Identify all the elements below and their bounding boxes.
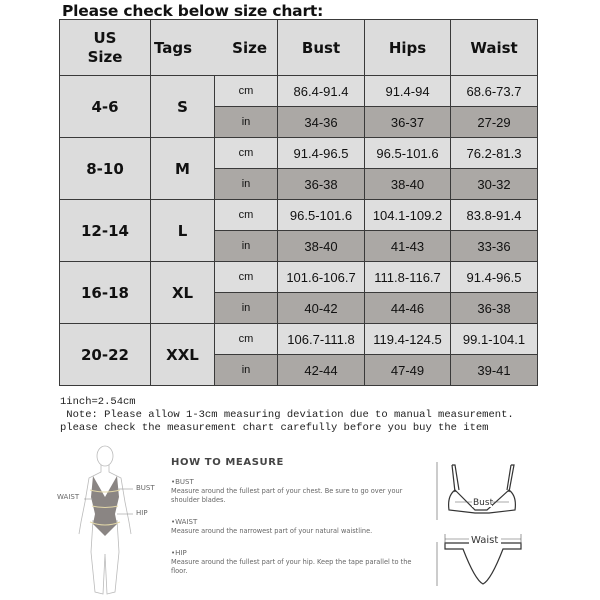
unit-cell: in (215, 169, 278, 200)
hips-cell: 119.4-124.5 (365, 324, 451, 355)
hips-cell: 91.4-94 (365, 76, 451, 107)
notes (60, 396, 514, 435)
waist-cell: 99.1-104.1 (451, 324, 538, 355)
swimsuit-shape (91, 476, 119, 536)
unit-cell: cm (215, 138, 278, 169)
bust-cell: 40-42 (278, 293, 365, 324)
measure-item-label: •BUST (171, 478, 194, 486)
us-size-cell: 8-10 (60, 138, 151, 200)
garment-label-waist: Waist (471, 535, 499, 546)
unit-cell: in (215, 355, 278, 386)
table-row-cm (60, 262, 538, 293)
check-note: please check the measurement chart carefully before you buy the item (60, 422, 489, 434)
measure-item-hip (171, 549, 421, 575)
measure-item-desc: Measure around the fullest part of your chest. Be sure to go over your shoulder blades. (171, 487, 403, 504)
unit-cell: cm (215, 76, 278, 107)
waist-cell: 39-41 (451, 355, 538, 386)
how-to-measure-title: HOW TO MEASURE (171, 457, 284, 468)
body-figure-illustration (55, 442, 165, 600)
measure-item-desc: Measure around the narrowest part of your natural waistline. (171, 527, 373, 535)
header-bust: Bust (278, 20, 365, 76)
unit-cell: cm (215, 200, 278, 231)
unit-cell: in (215, 231, 278, 262)
size-chart-table (59, 19, 538, 386)
bust-cell: 91.4-96.5 (278, 138, 365, 169)
bust-cell: 101.6-106.7 (278, 262, 365, 293)
measure-item-label: •WAIST (171, 518, 198, 526)
header-us-size: US Size (60, 20, 151, 76)
waist-cell: 68.6-73.7 (451, 76, 538, 107)
hips-cell: 41-43 (365, 231, 451, 262)
tag-cell: M (151, 138, 215, 200)
waist-cell: 27-29 (451, 107, 538, 138)
bust-cell: 106.7-111.8 (278, 324, 365, 355)
waist-cell: 30-32 (451, 169, 538, 200)
tag-cell: L (151, 200, 215, 262)
hips-cell: 44-46 (365, 293, 451, 324)
deviation-note: Note: Please allow 1-3cm measuring deviation due to manual measurement. (60, 409, 514, 421)
tag-cell: S (151, 76, 215, 138)
garment-labels (425, 450, 535, 595)
header-tags-size (151, 20, 278, 76)
header-tags: Tags (154, 38, 193, 57)
measure-item-label: •HIP (171, 549, 187, 557)
bust-cell: 42-44 (278, 355, 365, 386)
hips-cell: 36-37 (365, 107, 451, 138)
table-row-cm (60, 138, 538, 169)
bust-cell: 38-40 (278, 231, 365, 262)
hips-cell: 38-40 (365, 169, 451, 200)
header-waist: Waist (451, 20, 538, 76)
us-size-cell: 12-14 (60, 200, 151, 262)
bust-cell: 86.4-91.4 (278, 76, 365, 107)
unit-cell: in (215, 293, 278, 324)
table-row-cm (60, 324, 538, 355)
table-header-row (60, 20, 538, 76)
tag-cell: XXL (151, 324, 215, 386)
hips-cell: 96.5-101.6 (365, 138, 451, 169)
header-hips: Hips (365, 20, 451, 76)
hips-cell: 104.1-109.2 (365, 200, 451, 231)
us-size-cell: 16-18 (60, 262, 151, 324)
measure-item-desc: Measure around the fullest part of your hip. Keep the tape parallel to the floor. (171, 558, 412, 575)
measure-item-waist (171, 518, 421, 536)
us-size-cell: 20-22 (60, 324, 151, 386)
measure-item-bust (171, 478, 421, 504)
tag-cell: XL (151, 262, 215, 324)
unit-cell: in (215, 107, 278, 138)
unit-cell: cm (215, 324, 278, 355)
waist-cell: 91.4-96.5 (451, 262, 538, 293)
waist-cell: 76.2-81.3 (451, 138, 538, 169)
table-row-cm (60, 76, 538, 107)
hips-cell: 111.8-116.7 (365, 262, 451, 293)
figure-label-waist: WAIST (57, 493, 80, 501)
waist-cell: 33-36 (451, 231, 538, 262)
conversion-note: 1inch=2.54cm (60, 396, 136, 408)
header-size: Size (232, 38, 268, 57)
garment-label-bust: Bust (473, 498, 494, 508)
bust-cell: 34-36 (278, 107, 365, 138)
bust-cell: 96.5-101.6 (278, 200, 365, 231)
unit-cell: cm (215, 262, 278, 293)
waist-cell: 36-38 (451, 293, 538, 324)
us-size-cell: 4-6 (60, 76, 151, 138)
waist-cell: 83.8-91.4 (451, 200, 538, 231)
table-row-cm (60, 200, 538, 231)
figure-label-bust: BUST (136, 484, 155, 492)
page-title: Please check below size chart: (62, 2, 324, 20)
bust-cell: 36-38 (278, 169, 365, 200)
figure-label-hip: HIP (136, 509, 148, 517)
hips-cell: 47-49 (365, 355, 451, 386)
